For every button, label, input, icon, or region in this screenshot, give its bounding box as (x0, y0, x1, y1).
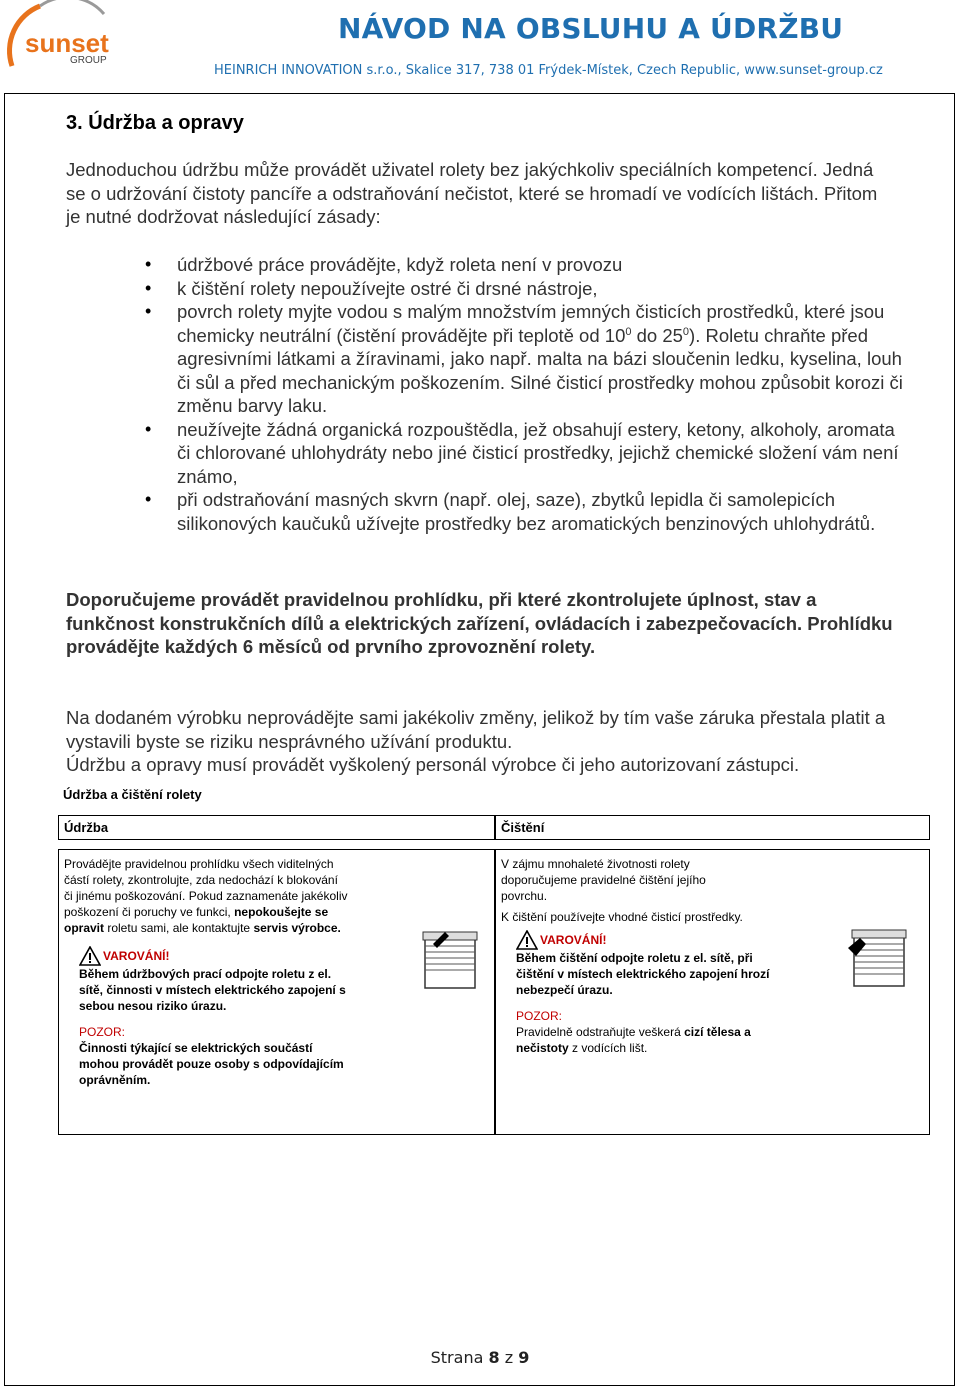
column-header-maintenance: Údržba (58, 815, 495, 840)
cleaning-agents-text: K čištění používejte vhodné čisticí prostředky. (501, 910, 743, 924)
pozor-label: POZOR: (79, 1025, 126, 1039)
warning-text: Během čištění odpojte roletu z el. sítě, při čištění v místech elektrického zapojení hrozí nebezpečí úrazu. (516, 951, 770, 997)
document-title: NÁVOD NA OBSLUHU A ÚDRŽBU (338, 12, 844, 45)
list-item: • k čištění rolety nepoužívejte ostré či drsné nástroje, (148, 277, 908, 301)
cleaning-text: V zájmu mnohaleté životnosti rolety doporučujeme pravidelné čištění jejího povrchu. (501, 857, 706, 903)
inspection-recommendation: Doporučujeme provádět pravidelnou prohlídku, při které zkontrolujete úplnost, stav a funkčnost konstrukčních dílů a elektrických zařízení, ovládacích i zabezpečovacích. Prohlídku provádějte každých 6 měsíců od prvního zprovoznění rolety. (66, 589, 893, 657)
maintenance-box (58, 849, 495, 1135)
cleaning-box (495, 849, 930, 1135)
list-item: • povrch rolety myjte vodou s malým množstvím jemných čisticích prostředků, které jsou chemicky neutrální (čistění provádějte při teplotě od $10^0$ do $25^0$). Roletu chraňte před agresivními látkami a žíravinami, jako např. malta na bázi sloučenin ledku, kyselina, louh či sůl a před mechanickým poškozením. Silné čisticí prostředky mohou způsobit korozi či změnu barvy laku. (148, 300, 908, 418)
column-header-cleaning: Čištění (495, 815, 930, 840)
warning-label: VAROVÁNÍ! (103, 949, 170, 963)
pozor-label: POZOR: (516, 1009, 563, 1023)
section-heading: 3. Údržba a opravy (66, 112, 244, 134)
logo-text: sunset (25, 28, 109, 58)
warning-icon (516, 930, 538, 950)
list-item: • údržbové práce provádějte, když roleta není v provozu (148, 253, 908, 277)
shutter-repair-illustration (415, 924, 485, 992)
pozor-text: Činnosti týkající se elektrických součástí mohou provádět pouze osoby s odpovídajícím oprávněním. (79, 1041, 344, 1087)
page-number: Strana 8 z 9 (430, 1348, 530, 1367)
shutter-cleaning-illustration (844, 922, 914, 990)
sunset-logo (0, 0, 120, 82)
warning-text: Během údržbových prací odpojte roletu z el. sítě, činnosti v místech elektrického zapojení s sebou nesou riziko úrazu. (79, 967, 346, 1013)
logo-sub: GROUP (70, 55, 107, 66)
company-address: HEINRICH INNOVATION s.r.o., Skalice 317, 738 01 Frýdek-Místek, Czech Republic, www.sunset-group.cz (214, 63, 883, 78)
maintenance-text: Provádějte pravidelnou prohlídku všech viditelných částí rolety, zkontrolujte, zda nedochází k blokování či jinému poškozování. Pokud zaznamenáte jakékoliv poškození či poruchy ve funkci, nepokoušejte se opravit roletu sami, ale kontaktujte servis výrobce. (64, 857, 348, 935)
pozor-text: Pravidelně odstraňujte veškerá cizí tělesa a nečistoty z vodících lišt. (516, 1025, 751, 1055)
warning-label: VAROVÁNÍ! (540, 933, 607, 947)
list-item: • neužívejte žádná organická rozpouštědla, jež obsahují estery, ketony, alkoholy, aromata či chlorované uhlohydráty nebo jiné čisticí prostředky, jejichž chemické složení vám není známo, (148, 418, 908, 489)
intro-paragraph: Jednoduchou údržbu může provádět uživatel rolety bez jakýchkoliv speciálních kompetencí. Jedná se o udržování čistoty pancíře a odstraňování nečistot, které se hromadí ve vodících lištách. Přitom je nutné dodržovat následující zásady: (66, 159, 878, 227)
table-title: Údržba a čištění rolety (63, 787, 202, 802)
list-item: • při odstraňování masných skvrn (např. olej, saze), zbytků lepidla či samolepicích silikonových kaučuků užívejte prostředky bez aromatických benzinových uhlohydrátů. (148, 488, 908, 535)
warning-icon (79, 946, 101, 966)
warranty-note: Na dodaném výrobku neprovádějte sami jakékoliv změny, jelikož by tím vaše záruka přestala platit a vystavili byste se riziku nesprávného užívání produktu. Údržbu a opravy musí provádět vyškolený personál výrobce či jeho autorizovaní zástupci. (66, 707, 886, 775)
rules-list (148, 253, 908, 535)
